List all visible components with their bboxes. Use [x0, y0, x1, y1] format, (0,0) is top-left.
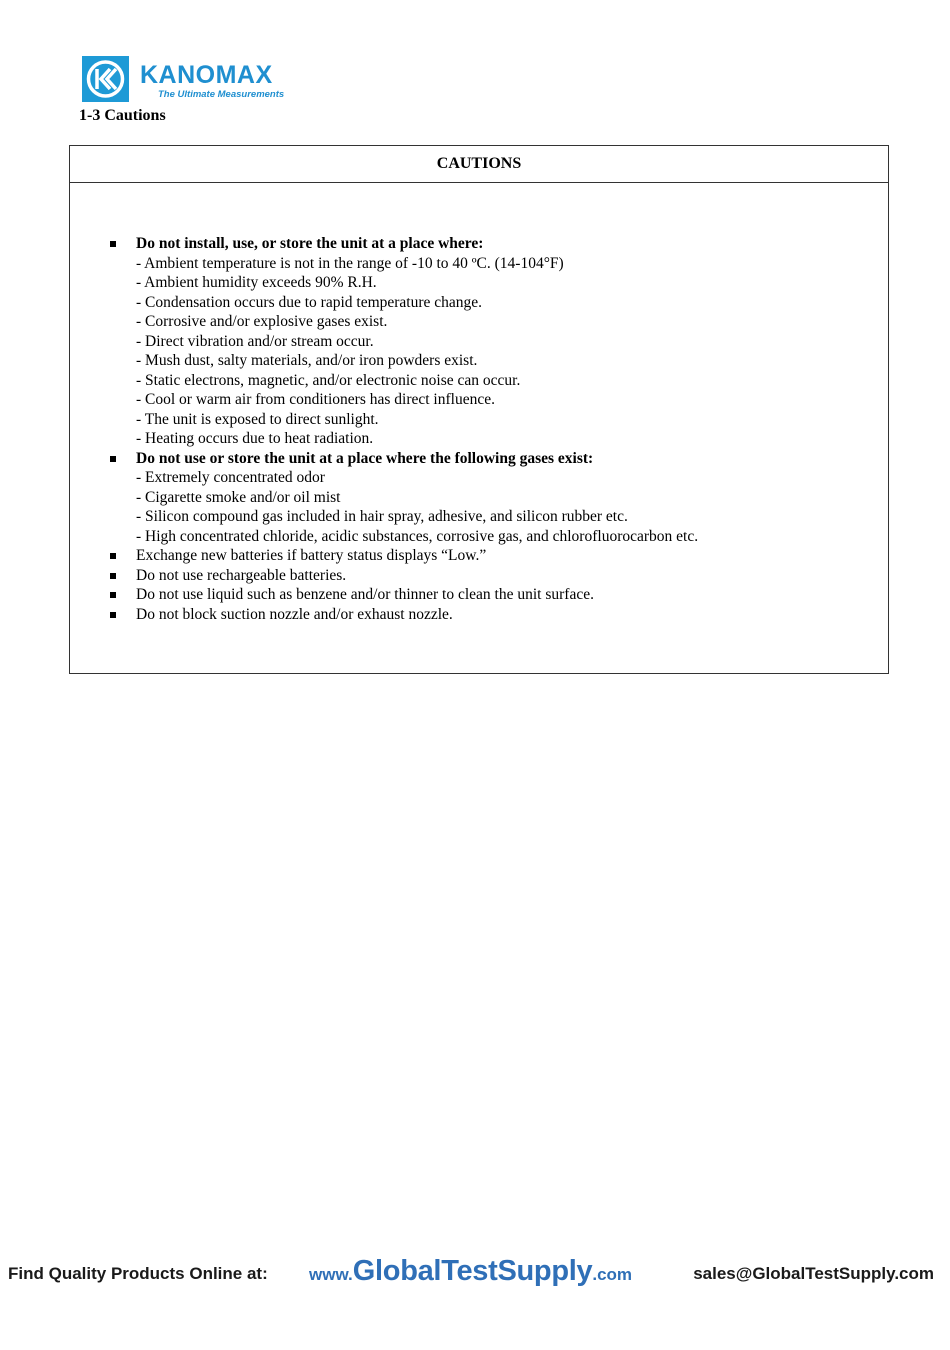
kanomax-logo-mark-icon: [82, 56, 129, 102]
caution-subitem: - Extremely concentrated odor: [136, 469, 325, 486]
caution-subitem: - Cool or warm air from conditioners has direct influence.: [136, 391, 495, 408]
caution-subitem: - The unit is exposed to direct sunlight.: [136, 410, 379, 428]
cautions-list: [70, 234, 888, 624]
caution-subitem: - Ambient humidity exceeds 90% R.H.: [136, 274, 377, 291]
logo-wordmark: KANOMAX: [140, 61, 273, 89]
kanomax-logo: [82, 56, 312, 104]
caution-item-text: Do not use or store the unit at a place where the following gases exist:: [136, 449, 594, 467]
caution-subitem: - Direct vibration and/or stream occur.: [136, 332, 374, 350]
website-name: GlobalTestSupply: [352, 1255, 593, 1287]
footer-website-link[interactable]: [309, 1255, 632, 1288]
square-bullet-icon: [110, 573, 116, 579]
caution-subitem: - Static electrons, magnetic, and/or electronic noise can occur.: [136, 371, 521, 389]
caution-subitem: - Silicon compound gas included in hair spray, adhesive, and silicon rubber etc.: [136, 508, 628, 525]
caution-subitem: - Cigarette smoke and/or oil mist: [136, 488, 341, 506]
cautions-box: [69, 145, 889, 674]
caution-subitem: - Mush dust, salty materials, and/or iron powders exist.: [136, 352, 478, 369]
square-bullet-icon: [110, 553, 116, 559]
caution-item: [70, 605, 888, 625]
caution-subitem: - Ambient temperature is not in the range of -10 to 40 ºC. (14-104°F): [136, 254, 564, 272]
caution-subitem: - Condensation occurs due to rapid temperature change.: [136, 293, 483, 311]
footer-email-link[interactable]: sales@GlobalTestSupply.com: [693, 1264, 934, 1283]
caution-subitem: - Corrosive and/or explosive gases exist.: [136, 313, 388, 330]
cautions-header: CAUTIONS: [70, 146, 888, 183]
caution-item-text: Do not install, use, or store the unit at a place where:: [136, 235, 484, 252]
caution-item: [70, 566, 888, 586]
logo-tagline: The Ultimate Measurements: [158, 89, 285, 100]
website-suffix: .com: [592, 1265, 633, 1284]
square-bullet-icon: [110, 592, 116, 598]
caution-subitem: - High concentrated chloride, acidic substances, corrosive gas, and chlorofluorocarbon etc.: [136, 527, 699, 545]
footer-tagline: Find Quality Products Online at:: [8, 1264, 268, 1283]
website-prefix: www.: [309, 1265, 353, 1284]
caution-item: [70, 449, 888, 547]
caution-item: [70, 546, 888, 566]
caution-item-text: Do not use rechargeable batteries.: [136, 566, 347, 584]
footer: [0, 1255, 950, 1291]
caution-item-text: Exchange new batteries if battery status displays “Low.”: [136, 547, 487, 564]
square-bullet-icon: [110, 241, 116, 247]
caution-item: [70, 585, 888, 605]
section-title: 1-3 Cautions: [79, 107, 166, 124]
caution-item: [70, 234, 888, 449]
caution-item-text: Do not use liquid such as benzene and/or thinner to clean the unit surface.: [136, 586, 594, 603]
square-bullet-icon: [110, 612, 116, 618]
caution-item-text: Do not block suction nozzle and/or exhaust nozzle.: [136, 605, 453, 623]
square-bullet-icon: [110, 456, 116, 462]
caution-subitem: - Heating occurs due to heat radiation.: [136, 430, 374, 447]
